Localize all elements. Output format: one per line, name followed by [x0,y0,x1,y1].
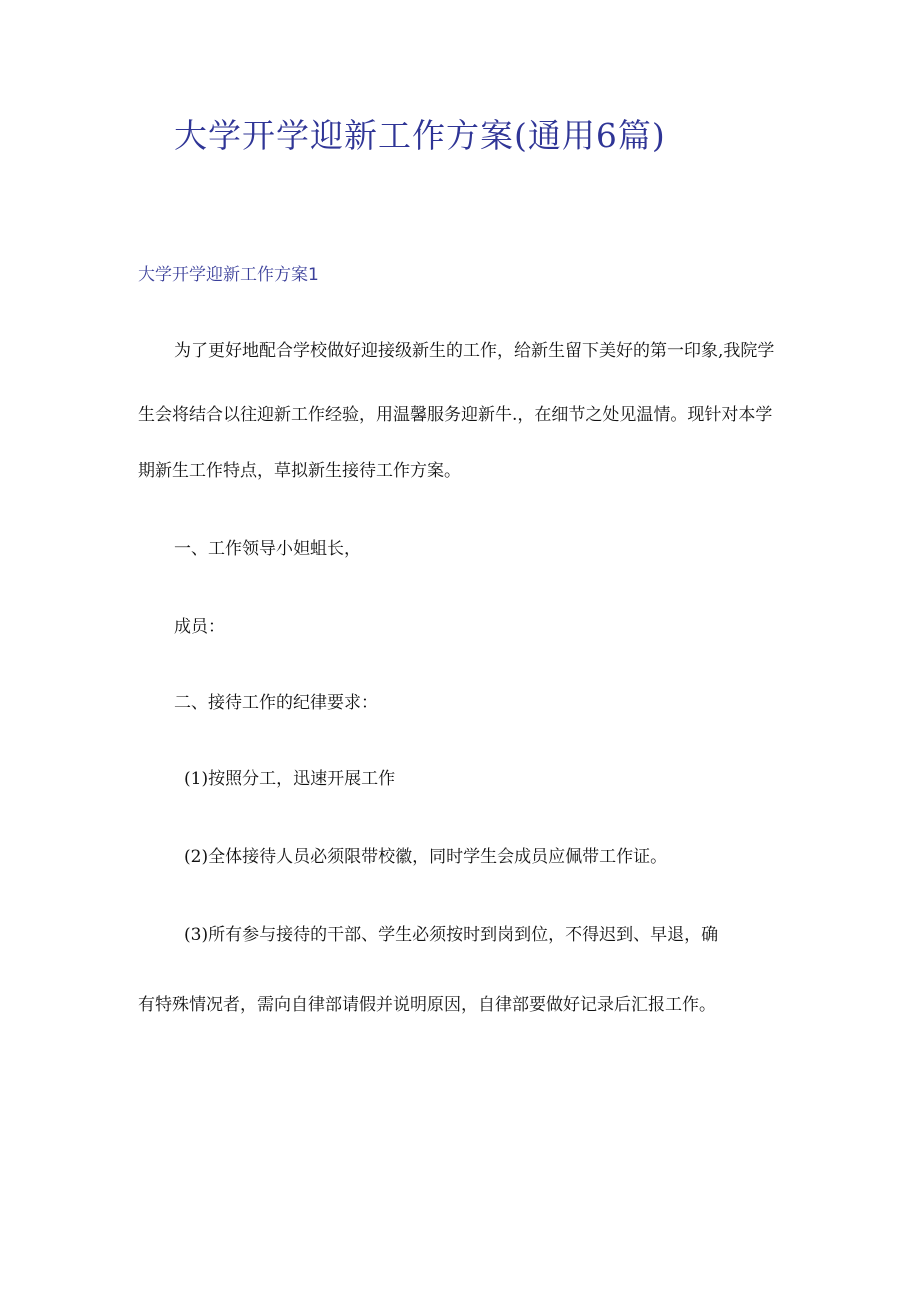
rule-item: (3)所有参与接待的干部、学生必须按时到岗到位，不得迟到、早退，确 [184,925,719,945]
item-heading-discipline: 二、接待工作的纪律要求： [174,693,378,713]
item-heading-leadership: 一、工作领导小妲蛆长， [174,539,361,559]
paragraph-line: 生会将结合以往迎新工作经验，用温馨服务迎新牛.，在细节之处见温情。现针对本学 [138,405,773,425]
rule-item-continuation: 有特殊情况者，需向自律部请假并说明原因，自律部要做好记录后汇报工作。 [138,995,716,1015]
section-heading: 大学开学迎新工作方案1 [138,265,319,285]
members-label: 成员： [174,617,225,637]
rule-item: (2)全体接待人员必须限带校徽，同时学生会成员应佩带工作证。 [184,847,668,867]
rule-item: (1)按照分工，迅速开展工作 [184,769,396,789]
paragraph-line: 期新生工作特点，草拟新生接待工作方案。 [138,461,461,481]
document-title: 大学开学迎新工作方案(通用6篇) [174,116,666,155]
paragraph-line: 为了更好地配合学校做好迎接级新生的工作，给新生留下美好的第一印象,我院学 [174,341,775,361]
